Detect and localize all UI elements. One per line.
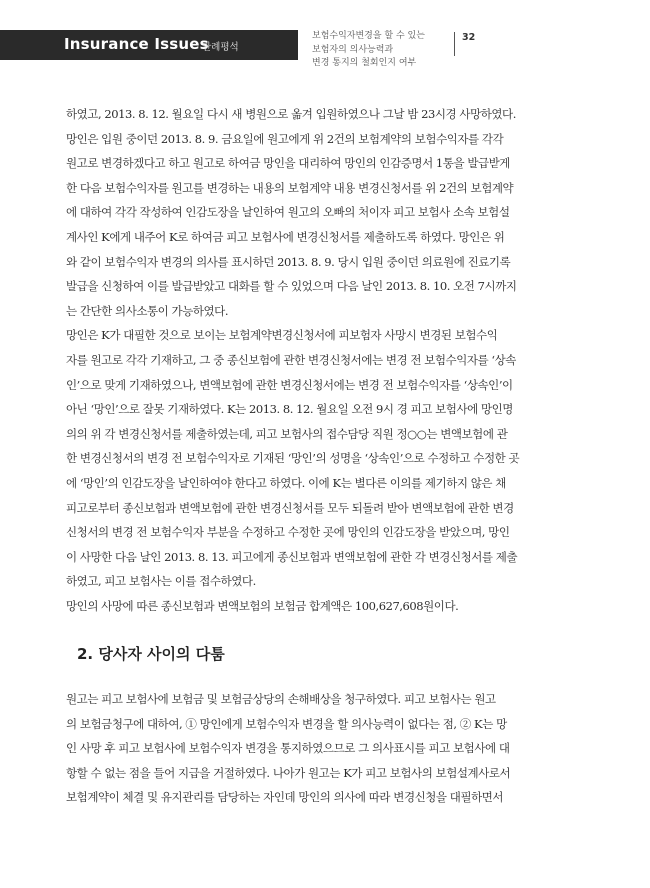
paragraph-line: 에 대하여 각각 작성하여 인감도장을 날인하여 원고의 오빠의 처이자 피고 보험사 소속 보험설 bbox=[66, 205, 510, 220]
paragraph-line: 인 사망 후 피고 보험사에 보험수익자 변경을 통지하였으므로 그 의사표시를 피고 보험사에 대 bbox=[66, 741, 510, 756]
journal-title: Insurance Issues bbox=[64, 35, 209, 53]
paragraph-line: 원고로 변경하겠다고 하고 원고로 하여금 망인을 대리하여 망인의 인감증명서 1통을 발급받게 bbox=[66, 156, 510, 171]
paragraph-line: 한 변경신청서의 변경 전 보험수익자로 기재된 ‘망인’의 성명을 ‘상속인’으로 수정하고 수정한 곳 bbox=[66, 451, 520, 466]
running-title-line: 보험수익자변경을 할 수 있는 bbox=[312, 31, 425, 41]
paragraph-line: 신청서의 변경 전 보험수익자 부분을 수정하고 수정한 곳에 망인의 인감도장을 받았으며, 망인 bbox=[66, 525, 510, 540]
paragraph-line: 원고는 피고 보험사에 보험금 및 보험금상당의 손해배상을 청구하였다. 피고 보험사는 원고 bbox=[66, 692, 496, 706]
paragraph-line: 의 보험금청구에 대하여, ① 망인에게 보험수익자 변경을 할 의사능력이 없다는 점, ② K는 망 bbox=[66, 716, 507, 731]
paragraph-line: 망인은 K가 대필한 것으로 보이는 보험계약변경신청서에 피보험자 사망시 변경된 보험수익 bbox=[66, 328, 498, 343]
section-heading: 2. 당사자 사이의 다툼 bbox=[77, 645, 225, 663]
paragraph-line: 하였고, 2013. 8. 12. 월요일 다시 새 병원으로 옮겨 입원하였으나 그날 밤 23시경 사망하였다. bbox=[66, 107, 516, 121]
paragraph-line: 이 사망한 다음 날인 2013. 8. 13. 피고에게 종신보험과 변액보험에 관한 각 변경신청서를 제출 bbox=[66, 549, 518, 564]
paragraph-line: 보험계약이 체결 및 유지관리를 담당하는 자인데 망인의 의사에 따라 변경신청을 대필하면서 bbox=[66, 790, 504, 805]
paragraph-line: 와 같이 보험수익자 변경의 의사를 표시하던 2013. 8. 9. 당시 입원 중이던 의료원에 진료기록 bbox=[66, 254, 511, 269]
running-title bbox=[312, 30, 452, 71]
paragraph-line: 에 ‘망인’의 인감도장을 날인하여야 한다고 하였다. 이에 K는 별다른 이의를 제기하지 않은 채 bbox=[66, 475, 506, 490]
page-number: 32 bbox=[462, 32, 476, 43]
paragraph-line: 한 다음 보험수익자를 원고를 변경하는 내용의 보험계약 내용 변경신청서를 위 2건의 보험계약 bbox=[66, 180, 514, 195]
paragraph-line: 피고로부터 종신보험과 변액보험에 관한 변경신청서를 모두 되돌려 받아 변액보험에 관한 변경 bbox=[66, 500, 514, 515]
paragraph-line: 자를 원고로 각각 기재하고, 그 중 종신보험에 관한 변경신청서에는 변경 전 보험수익자를 ‘상속 bbox=[66, 352, 516, 367]
paragraph-line: 는 간단한 의사소통이 가능하였다. bbox=[66, 303, 229, 318]
running-title-line: 보험자의 의사능력과 bbox=[312, 44, 394, 55]
page-header bbox=[0, 30, 650, 68]
paragraph-line: 항할 수 없는 점을 들어 지급을 거절하였다. 나아가 원고는 K가 피고 보험사의 보험설계사로서 bbox=[66, 765, 511, 780]
body-text-block bbox=[66, 102, 586, 618]
section-tag: 판례평석 bbox=[202, 42, 239, 53]
journal-banner bbox=[0, 30, 298, 60]
paragraph-line: 아닌 ‘망인’으로 잘못 기재하였다. K는 2013. 8. 12. 월요일 오전 9시 경 피고 보험사에 망인명 bbox=[66, 402, 513, 417]
body-text-block bbox=[66, 687, 586, 810]
running-title-line: 변경 통지의 철회인지 여부 bbox=[312, 58, 417, 68]
paragraph-line: 하였고, 피고 보험사는 이를 접수하였다. bbox=[66, 574, 256, 589]
paragraph-line: 인’으로 맞게 기재하였으나, 변액보험에 관한 변경신청서에는 변경 전 보험수익자를 ‘상속인’이 bbox=[66, 377, 513, 392]
paragraph-line: 계사인 K에게 내주어 K로 하여금 피고 보험사에 변경신청서를 제출하도록 하였다. 망인은 위 bbox=[66, 229, 505, 244]
paragraph-line: 망인은 입원 중이던 2013. 8. 9. 금요일에 원고에게 위 2건의 보험계약의 보험수익자를 각각 bbox=[66, 131, 504, 146]
paragraph-line: 의의 위 각 변경신청서를 제출하였는데, 피고 보험사의 접수담당 직원 정○○는 변액보험에 관 bbox=[66, 426, 508, 441]
paragraph-line: 발급을 신청하여 이를 발급받았고 대화를 할 수 있었으며 다음 날인 2013. 8. 10. 오전 7시까지 bbox=[66, 279, 517, 294]
header-divider bbox=[454, 32, 455, 56]
paragraph-line: 망인의 사망에 따른 종신보험과 변액보험의 보험금 합계액은 100,627,608원이다. bbox=[66, 598, 459, 613]
